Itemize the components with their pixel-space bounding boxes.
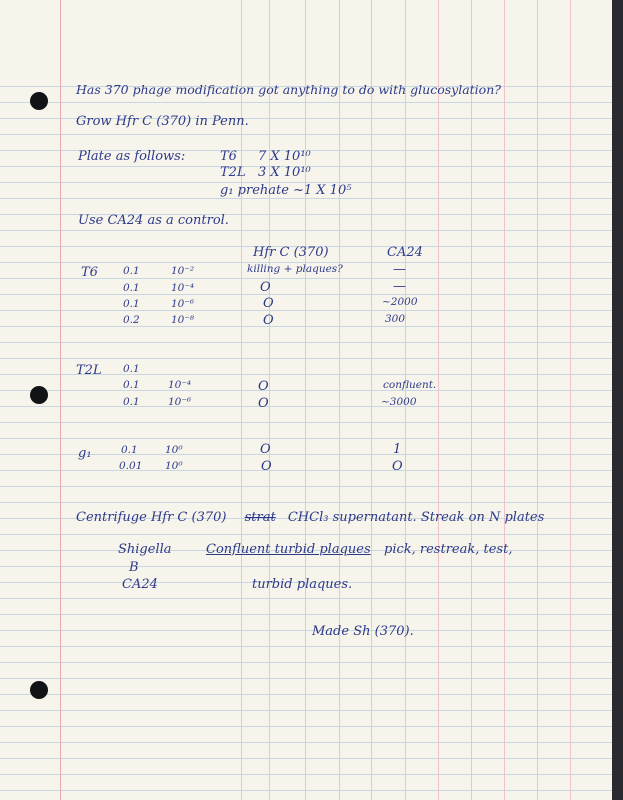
ca24-result: turbid plaques. [252, 577, 353, 592]
cell-volume: 0.1 [123, 265, 140, 277]
group-label: g₁ [78, 446, 92, 461]
shigella-result-text: Confluent turbid plaques [206, 542, 371, 557]
shigella-result [206, 543, 371, 556]
plate-row-name: T6 [220, 149, 237, 164]
strain-ca24: CA24 [122, 577, 158, 592]
plate-row-titer: ~1 X 10⁵ [293, 183, 352, 198]
group-label: T2L [76, 363, 102, 378]
plate-row-name: g₁ prehate [220, 183, 289, 198]
cell-ca24: ~2000 [382, 296, 418, 308]
plate-intro: Plate as follows: [78, 149, 186, 164]
cell-dilution: 10⁻⁸ [171, 314, 195, 326]
cell-ca24: — [393, 262, 406, 277]
cell-volume: 0.1 [123, 396, 140, 408]
cell-ca24: confluent. [383, 379, 437, 391]
group-label: T6 [81, 265, 98, 280]
binder-hole-middle [30, 386, 48, 404]
cell-ca24: — [393, 279, 406, 294]
cell-volume: 0.1 [123, 282, 140, 294]
cell-ca24: O [392, 459, 403, 474]
cell-volume: 0.1 [123, 379, 140, 391]
page-edge [612, 0, 623, 800]
cell-volume: 0.1 [123, 298, 140, 310]
plate-row-name: T2L [220, 165, 246, 180]
column-header-hfr: Hfr C (370) [253, 245, 329, 260]
cell-volume: 0.1 [123, 363, 140, 375]
plate-row-titer: 3 X 10¹⁰ [258, 165, 311, 180]
grow-line: Grow Hfr C (370) in Penn. [76, 114, 249, 129]
centrifuge-line [76, 511, 544, 524]
binder-hole-bottom [30, 681, 48, 699]
shigella-action: pick, restreak, test, [384, 542, 513, 557]
cell-dilution: 10⁻² [171, 265, 195, 277]
cell-dilution: 10⁻⁶ [171, 298, 195, 310]
cell-dilution: 10⁻⁴ [168, 379, 192, 391]
signoff: Made Sh (370). [312, 624, 414, 639]
cell-hfr: O [260, 442, 271, 457]
cell-hfr: O [260, 280, 271, 295]
control-line: Use CA24 as a control. [78, 213, 229, 228]
column-subheader-hfr: killing + plaques? [247, 263, 343, 275]
question-line: Has 370 phage modification got anything to do with glucosylation? [76, 82, 501, 97]
strain-shigella: Shigella [118, 542, 172, 557]
cell-dilution: 10⁻⁶ [168, 396, 192, 408]
column-header-ca24: CA24 [387, 245, 423, 260]
cell-ca24: 1 [393, 442, 402, 457]
cell-dilution: 10⁰ [165, 444, 183, 456]
centrifuge-text-start: Centrifuge Hfr C (370) [76, 510, 227, 525]
plate-row-titer: 7 X 10¹⁰ [258, 149, 311, 164]
cell-volume: 0.2 [123, 314, 140, 326]
cell-hfr: O [258, 396, 269, 411]
binder-hole-top [30, 92, 48, 110]
struck-word: strat [244, 510, 276, 525]
cell-hfr: O [258, 379, 269, 394]
cell-ca24: ~3000 [381, 396, 417, 408]
cell-hfr: O [261, 459, 272, 474]
cell-hfr: O [263, 296, 274, 311]
cell-dilution: 10⁻⁴ [171, 282, 195, 294]
strain-b: B [129, 560, 139, 575]
cell-ca24: 300 [385, 313, 406, 325]
cell-volume: 0.1 [121, 444, 138, 456]
cell-hfr: O [263, 313, 274, 328]
cell-volume: 0.01 [119, 460, 143, 472]
centrifuge-text-end: CHCl₃ supernatant. Streak on N plates [287, 510, 545, 525]
cell-dilution: 10⁰ [165, 460, 183, 472]
